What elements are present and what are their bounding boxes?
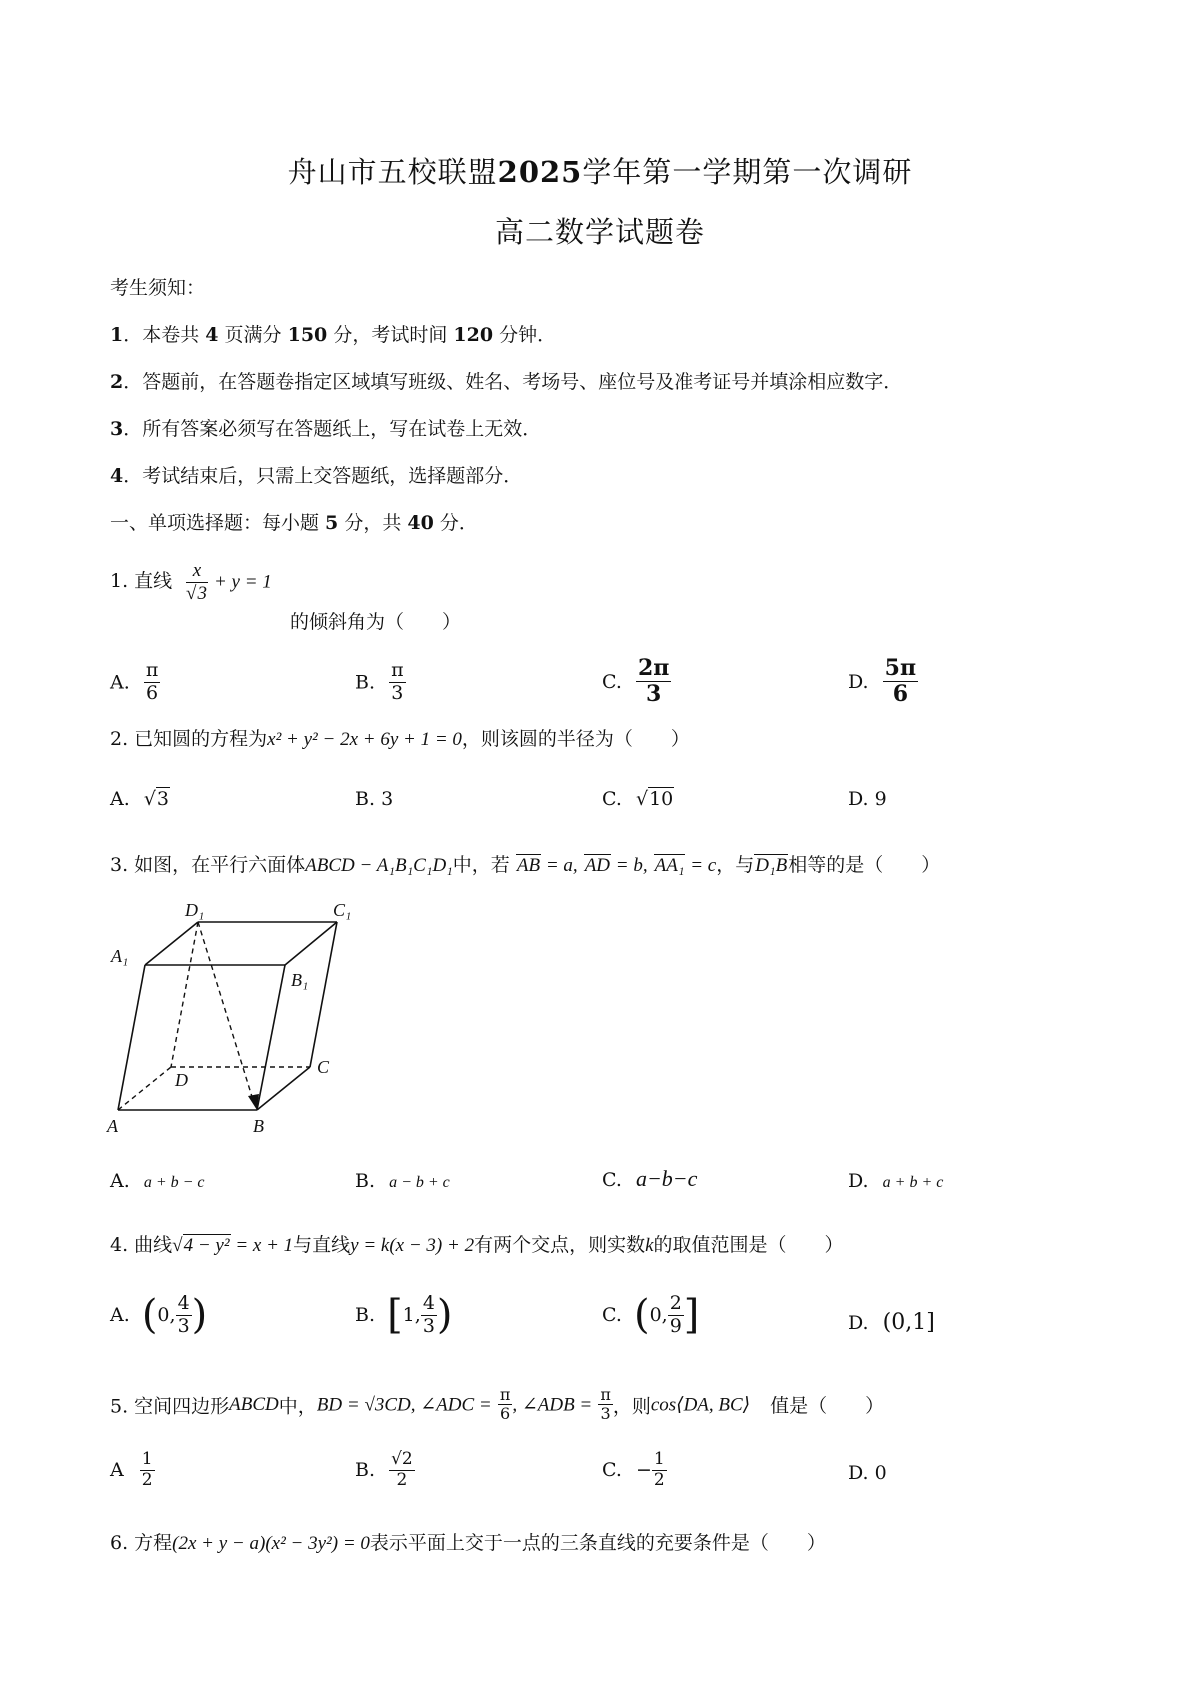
option-num: π [145,659,159,681]
option-fraction [636,656,671,708]
option-label: D. [848,1462,869,1484]
q5-condition: , ∠ADB = [512,1394,593,1416]
option-label: A. [110,671,130,694]
option-den: 6 [892,681,909,708]
option-label: B. [355,671,376,694]
q1-option-c[interactable] [602,656,671,708]
q5-fraction [598,1386,613,1424]
option-label: C. [602,788,622,810]
q4-text: 与直线 [293,1234,351,1256]
option-label: A. [110,1304,130,1326]
option-den: 3 [646,681,662,708]
q4-option-b[interactable] [355,1292,453,1338]
option-label: B. [355,1459,376,1482]
question-6-stem [110,1528,826,1555]
label-a: A [107,1116,118,1136]
option-fraction [652,1450,667,1490]
option-fraction [144,660,161,705]
q1-eq-num: x [186,560,208,583]
option-label: A [110,1459,124,1482]
vector-value: = a, [545,855,578,876]
option-label: D. [848,1312,869,1334]
option-bracket-right: ] [683,1292,700,1338]
q1-eq-rest: + y = 1 [213,571,272,593]
option-num: 5π [884,655,917,681]
notice-item-2 [110,367,902,394]
vector-d1b-line [198,922,253,1100]
option-label: D. [848,788,869,810]
option-bracket-left: [ [387,1292,403,1338]
q3-solid: ABCD − A₁B₁C₁D₁ [305,855,453,876]
notice-heading: 考生须知： [110,277,206,299]
option-radical: √3 [143,788,170,810]
notice-text: ．本卷共 [123,324,206,346]
notice-text: 分，考试时间 [327,324,454,346]
section-bold: 5 [325,512,339,534]
q4-line: y = k(x − 3) + 2 [350,1235,475,1256]
q5-option-a[interactable] [110,1450,155,1490]
q5-text: 中， [278,1395,317,1418]
option-den: 9 [669,1314,682,1337]
question-2-stem [110,724,690,751]
option-value: 10 [649,788,674,810]
option-fraction [421,1293,437,1338]
q5-fraction [498,1386,513,1424]
question-4-stem [110,1230,844,1257]
option-bracket-left: ( [633,1292,650,1338]
notice-text: ．答题前，在答题卷指定区域填写班级、姓名、考场号、座位号及准考证号并填涂相应数字． [123,371,903,393]
option-fraction [176,1293,192,1338]
q3-option-c[interactable] [602,1166,697,1192]
q3-vector-aa1 [654,854,717,876]
option-num: 4 [422,1291,435,1314]
q1-eq-den-val: 3 [197,582,207,604]
vector-name: AA₁ [654,855,685,876]
option-label: C. [602,1459,622,1482]
notice-text: 分钟． [493,324,557,346]
option-label: C. [602,1304,622,1326]
fraction-den: 3 [600,1404,611,1424]
section-text: 分，共 [338,512,408,534]
edge-a1-a [118,965,145,1110]
option-den: 2 [396,1469,408,1490]
question-3-stem [110,850,940,877]
edge-c1-b1 [285,922,337,965]
vector-name: AD [584,855,611,876]
edge-c1-c [310,922,337,1067]
option-value: 0, [157,1304,176,1326]
option-fraction [883,656,918,708]
option-bracket-left: ( [141,1292,158,1338]
q1-option-d[interactable] [848,656,918,708]
notice-item-3 [110,414,541,441]
notice-bold: 150 [287,324,328,346]
q2-option-a[interactable] [110,788,170,810]
edge-b1-b [257,965,285,1110]
q1-eq-fraction [186,560,208,605]
q6-suffix: 表示平面上交于一点的三条直线的充要条件是（ ） [369,1532,826,1554]
option-value: 0, [649,1304,668,1326]
q1-prefix: 1. 直线 [110,570,173,592]
q5-prefix: 5. 空间四边形 [110,1395,230,1418]
edge-b-c [257,1067,310,1110]
option-label: C. [602,1169,622,1191]
notice-text: 页满分 [218,324,288,346]
exam-title-line1 [0,150,1200,191]
option-label: C. [602,670,622,693]
option-value: (0,1] [882,1310,935,1335]
q6-prefix: 6. 方程 [110,1532,173,1554]
question-5-stem [110,1386,884,1424]
q2-prefix: 2. 已知圆的方程为 [110,728,268,750]
notice-bold: 4 [205,324,219,346]
q5-option-d[interactable] [848,1462,887,1484]
q5-cos-expression: cos⟨DA, BC⟩ [650,1394,751,1416]
option-fraction [140,1450,155,1490]
notice-bold: 120 [453,324,494,346]
option-label: A. [110,1170,130,1192]
notice-item-1 [110,320,556,347]
title-school: 舟山市五校联盟 [287,155,498,189]
option-sign: − [635,1459,652,1482]
option-label: A. [110,788,130,810]
option-num: π [391,659,404,681]
title-term: 学年第一学期第一次调研 [582,155,913,189]
option-label: B. [355,1304,376,1326]
question-1-stem [110,566,172,593]
q1-option-a[interactable] [110,660,160,705]
option-num: 1 [653,1449,665,1469]
q2-option-d[interactable] [848,788,887,810]
option-fraction [389,660,406,705]
option-den: 3 [422,1314,435,1337]
q3-vector-ab [516,854,578,876]
edge-d1-d [171,922,198,1067]
label-b: B [253,1116,264,1136]
notice-num: 4 [110,465,124,487]
notice-num: 1 [110,324,124,346]
q5-text: 值是（ ） [770,1395,885,1418]
option-num: 4 [177,1291,190,1314]
option-den: 6 [146,681,159,704]
question-1-equation [186,560,272,605]
q4-curve-rest: = x + 1 [235,1235,294,1256]
q2-option-b[interactable] [355,788,393,810]
label-c: C [317,1057,330,1077]
q3-prefix: 3. 如图，在平行六面体 [110,854,306,876]
section-text: 一、单项选择题：每小题 [110,512,326,534]
q1-eq-den: √3 [186,582,207,604]
label-a1: A₁ [111,946,129,966]
fraction-num: π [499,1385,511,1404]
option-bracket-right: ) [436,1292,453,1338]
option-value: 3 [156,788,170,810]
q4-text: 的取值范围是（ ） [653,1234,844,1256]
parallelepiped-figure [105,900,375,1140]
q4-option-a[interactable] [110,1292,207,1338]
q2-option-c[interactable] [602,788,674,810]
q3-vector-d1b: D₁B [755,855,788,876]
q4-curve: √4 − y² = x + 1 [172,1235,294,1256]
fraction-num: π [600,1385,611,1404]
q3-option-d[interactable] [848,1170,943,1192]
option-num: √2 [391,1449,413,1469]
notice-num: 2 [110,371,124,393]
q3-option-a[interactable] [110,1170,205,1192]
q4-text: 有两个交点，则实数 [474,1234,646,1256]
option-label: B. [355,1170,376,1192]
option-value: 9 [874,788,887,810]
q5-text: ，则 [612,1395,651,1418]
option-fraction [389,1450,415,1490]
option-value: 1, [402,1304,421,1326]
exam-title-line2: 高二数学试题卷 [494,215,705,249]
fraction-den: 6 [499,1404,511,1424]
option-label: B. [355,788,376,810]
q3-text: 中，若 [452,854,510,876]
option-den: 2 [653,1469,665,1490]
q4-prefix: 4. 曲线 [110,1234,173,1256]
q6-equation: (2x + y − a)(x² − 3y²) = 0 [172,1533,370,1554]
option-value: a + b + c [882,1174,944,1191]
option-value: a−b−c [635,1166,698,1191]
q3-option-b[interactable] [355,1170,450,1192]
section-text: 分． [433,512,478,534]
option-den: 2 [141,1469,153,1490]
vector-value: = c [690,855,717,876]
q4-option-d[interactable] [848,1310,935,1335]
q5-option-c[interactable] [602,1450,667,1490]
notice-text: ．所有答案必须写在答题纸上，写在试卷上无效． [123,418,542,440]
label-d1: D₁ [185,900,205,920]
label-d: D [175,1070,188,1090]
option-den: 3 [391,681,404,704]
notice-text: ．考试结束后，只需上交答题纸，选择题部分． [123,465,523,487]
q5-condition: BD = √3CD, ∠ADC = [316,1394,492,1416]
option-bracket-right: ) [191,1292,208,1338]
title-year: 2025 [497,155,583,189]
q2-equation: x² + y² − 2x + 6y + 1 = 0 [267,729,462,750]
option-den: 3 [177,1314,190,1337]
q5-option-b[interactable] [355,1450,415,1490]
option-value: a + b − c [143,1174,205,1191]
label-b1: B₁ [291,970,309,990]
q4-k: k [645,1235,654,1256]
label-c1: C₁ [333,900,352,920]
edge-a1-d1 [145,922,198,965]
option-value: 3 [381,788,394,810]
notice-item-4 [110,461,522,488]
q3-text: 相等的是（ ） [788,854,941,876]
option-num: 2π [637,655,670,681]
question-1-stem-end: 的倾斜角为（ ） [290,611,462,633]
option-value: 0 [874,1462,887,1484]
section-bold: 40 [407,512,434,534]
edge-a-d [118,1067,171,1110]
q5-quad: ABCD [229,1393,279,1415]
option-radical: √10 [635,788,674,810]
notice-num: 3 [110,418,124,440]
q3-text: ，与 [716,854,755,876]
q3-vector-ad [584,854,648,876]
option-label: D. [848,1170,869,1192]
vector-name: AB [516,855,541,876]
q4-option-c[interactable] [602,1292,699,1338]
q4-curve-radicand: 4 − y² [183,1235,230,1256]
option-fraction [668,1293,684,1338]
q2-suffix: ，则该圆的半径为（ ） [461,728,690,750]
section-heading [110,508,478,535]
option-value: a − b + c [389,1174,450,1191]
option-label: D. [848,670,869,693]
q1-option-b[interactable] [355,660,406,705]
vector-value: = b, [615,855,648,876]
option-num: 1 [141,1449,153,1469]
option-num: 2 [669,1291,682,1314]
